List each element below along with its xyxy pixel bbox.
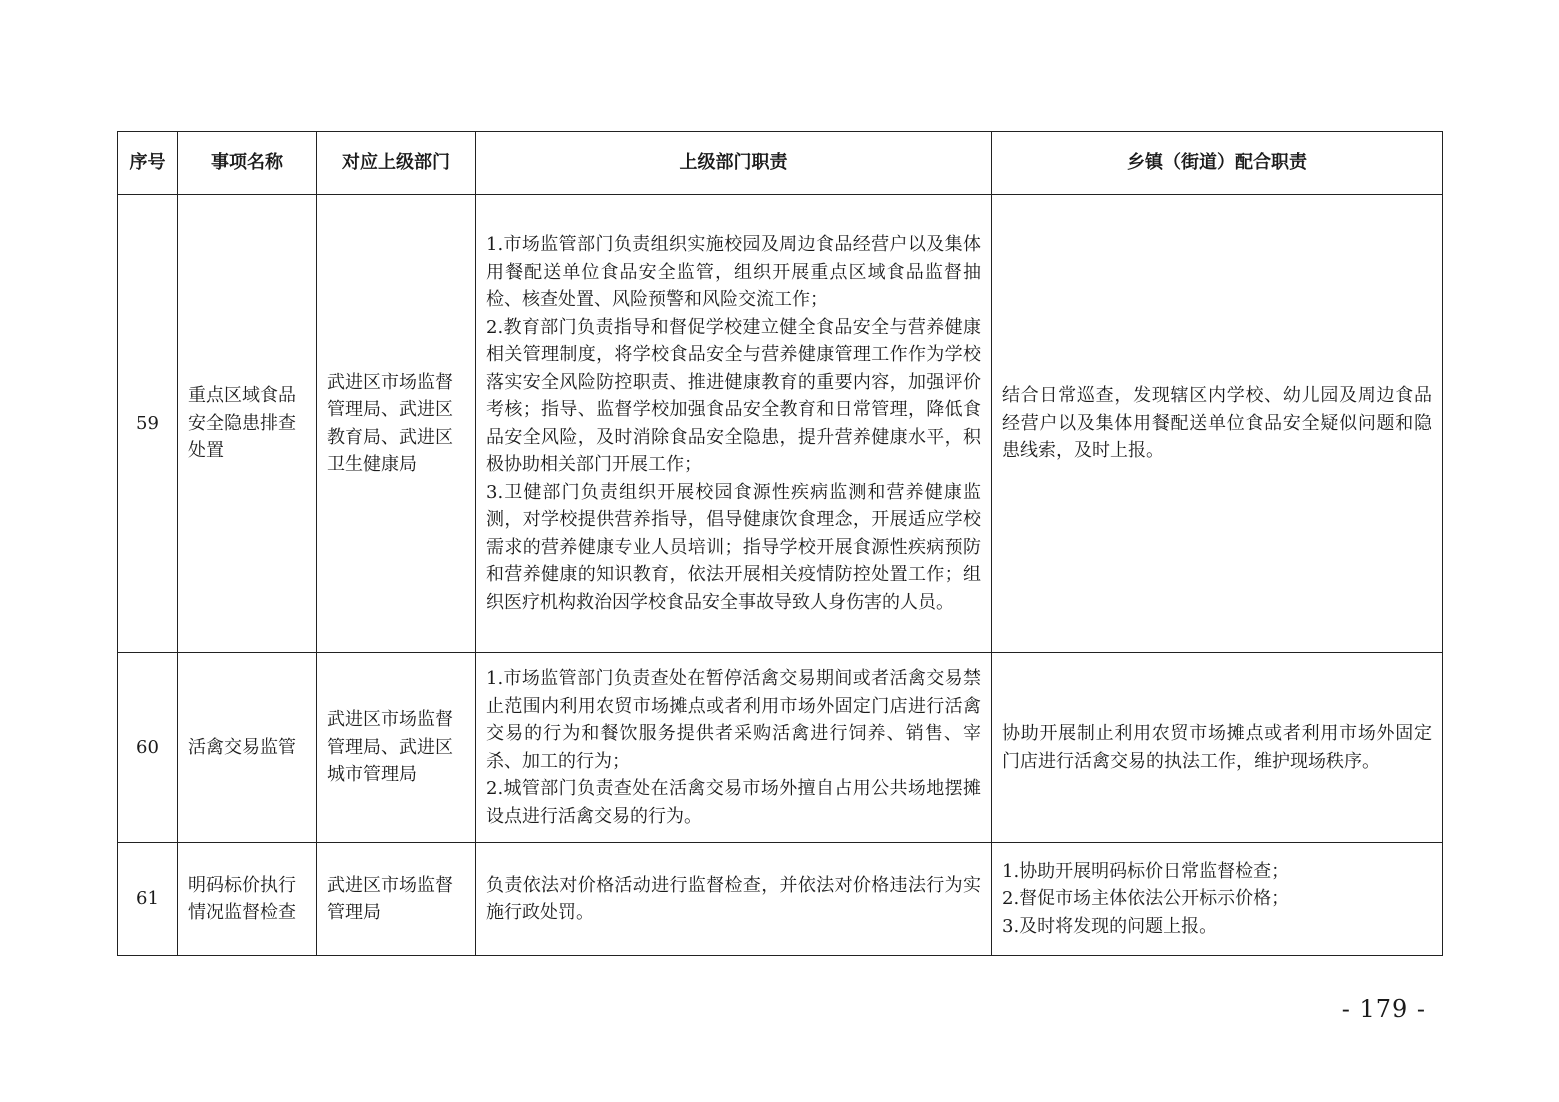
department-text: 武进区市场监督 管理局、武进区 教育局、武进区 卫生健康局 xyxy=(327,371,453,475)
row-superior-duties xyxy=(476,195,992,653)
table-row xyxy=(118,195,1443,653)
row-department xyxy=(317,195,476,653)
superior-duties-text: 1.市场监管部门负责组织实施校园及周边食品经营户以及集体用餐配送单位食品安全监管，组织开展重点区域食品监督抽检、核查处置、风险预警和风险交流工作； 2.教育部门负责指导和督促学校建立健全食品安全与营养健康相关管理制度，将学校食品安全与营养健康管理工作作为学校落实安全风险防控职责、推进健康教育的重要内容，加强评价考核；指导、监督学校加强食品安全教育和日常管理，降低食品安全风险，及时消除食品安全隐患，提升营养健康水平，积极协助相关部门开展工作； 3.卫健部门负责组织开展校园食源性疾病监测和营养健康监测，对学校提供营养指导，倡导健康饮食理念，开展适应学校需求的营养健康专业人员培训；指导学校开展食源性疾病预防和营养健康的知识教育，依法开展相关疫情防控处置工作；组织医疗机构救治因学校食品安全事故导致人身伤害的人员。 xyxy=(486,234,981,613)
responsibility-table xyxy=(117,131,1443,956)
table-row xyxy=(118,653,1443,843)
header-township-duties: 乡镇（街道）配合职责 xyxy=(992,132,1443,195)
row-township-duties xyxy=(992,843,1443,956)
row-superior-duties xyxy=(476,653,992,843)
department-text: 武进区市场监督 管理局 xyxy=(327,874,453,923)
header-serial-number: 序号 xyxy=(118,132,178,195)
row-serial-number: 59 xyxy=(118,195,178,653)
row-township-duties xyxy=(992,195,1443,653)
table-header-row xyxy=(118,132,1443,195)
header-item-name: 事项名称 xyxy=(178,132,317,195)
row-item-name xyxy=(178,195,317,653)
row-serial-number: 61 xyxy=(118,843,178,956)
item-name-text: 活禽交易监管 xyxy=(188,736,296,758)
department-text: 武进区市场监督 管理局、武进区 城市管理局 xyxy=(327,709,453,786)
township-duties-text: 1.协助开展明码标价日常监督检查； 2.督促市场主体依法公开标示价格； 3.及时将发现的问题上报。 xyxy=(1002,860,1290,937)
superior-duties-text: 1.市场监管部门负责查处在暂停活禽交易期间或者活禽交易禁止范围内利用农贸市场摊点或者利用市场外固定门店进行活禽交易的行为和餐饮服务提供者采购活禽进行饲养、销售、宰杀、加工的行为； 2.城管部门负责查处在活禽交易市场外擅自占用公共场地摆摊设点进行活禽交易的行为。 xyxy=(486,668,981,827)
row-item-name xyxy=(178,653,317,843)
township-duties-text: 协助开展制止利用农贸市场摊点或者利用市场外固定门店进行活禽交易的执法工作，维护现场秩序。 xyxy=(1002,723,1432,772)
table-row xyxy=(118,843,1443,956)
row-serial-number: 60 xyxy=(118,653,178,843)
row-superior-duties xyxy=(476,843,992,956)
row-department xyxy=(317,653,476,843)
page-number: - 179 - xyxy=(1341,995,1426,1023)
superior-duties-text: 负责依法对价格活动进行监督检查，并依法对价格违法行为实施行政处罚。 xyxy=(486,874,981,923)
header-superior-duties: 上级部门职责 xyxy=(476,132,992,195)
item-name-text: 重点区域食品 安全隐患排查 处置 xyxy=(188,385,296,462)
header-superior-department: 对应上级部门 xyxy=(317,132,476,195)
row-township-duties xyxy=(992,653,1443,843)
item-name-text: 明码标价执行 情况监督检查 xyxy=(188,874,296,923)
township-duties-text: 结合日常巡查，发现辖区内学校、幼儿园及周边食品经营户以及集体用餐配送单位食品安全疑似问题和隐患线索，及时上报。 xyxy=(1002,385,1432,462)
row-item-name xyxy=(178,843,317,956)
row-department xyxy=(317,843,476,956)
